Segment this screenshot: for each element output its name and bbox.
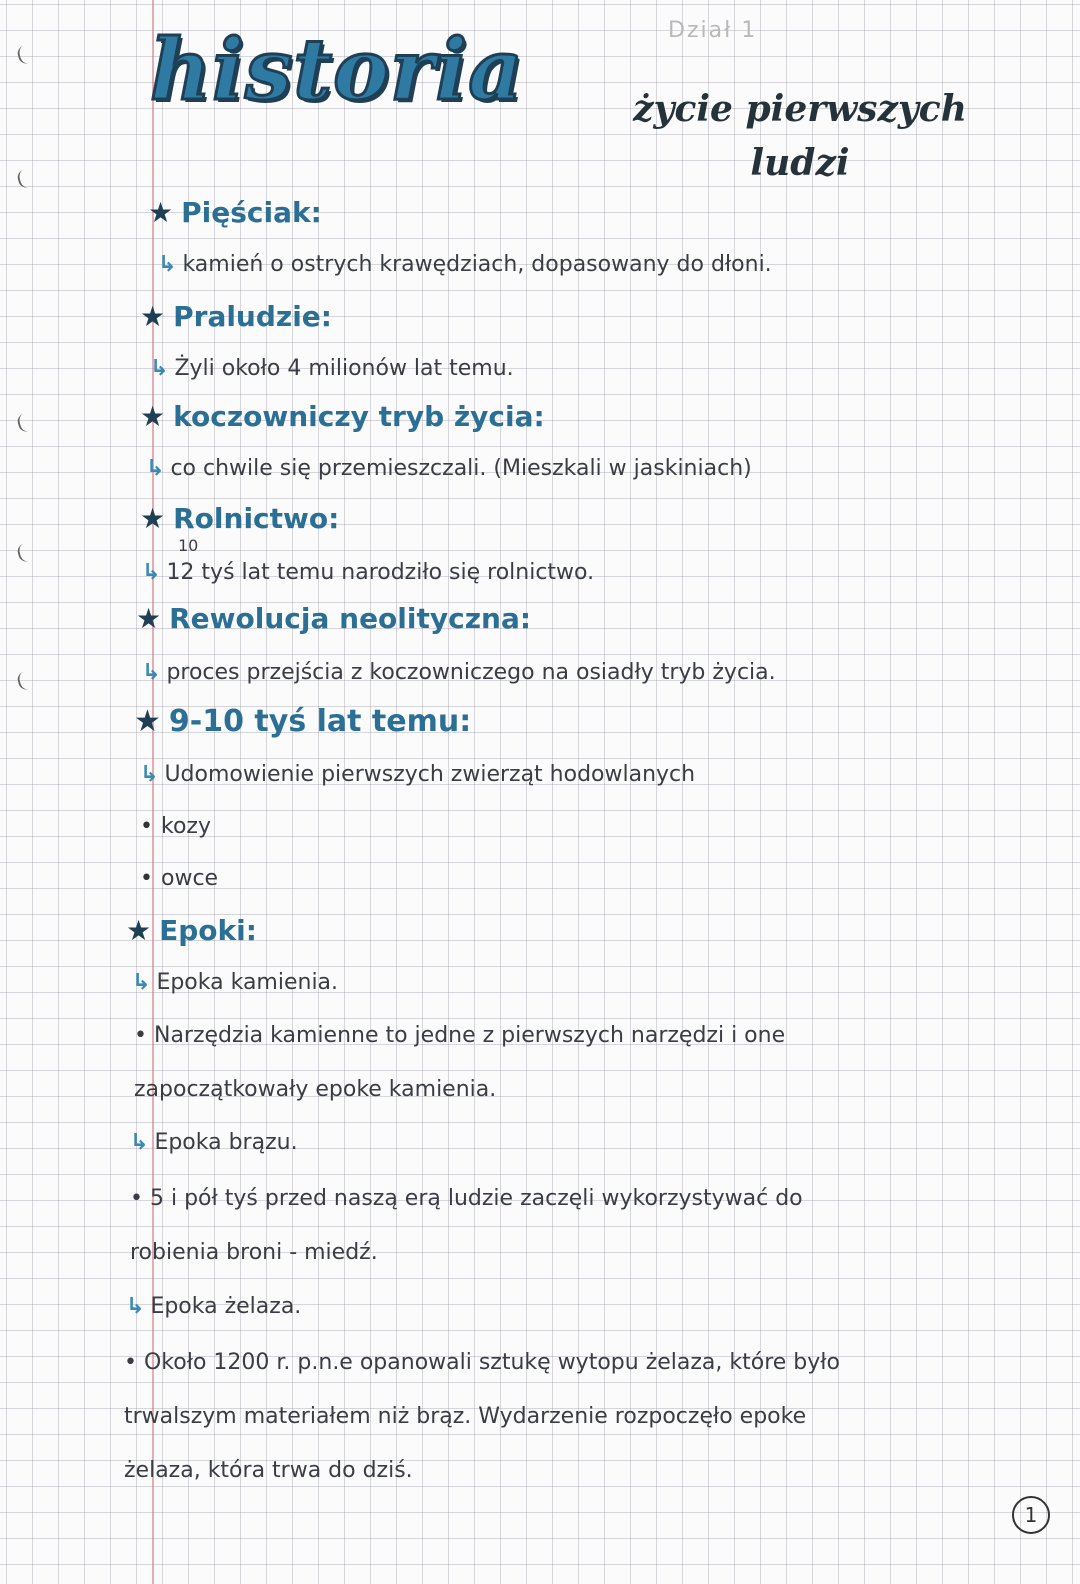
bullet-icon: •: [140, 866, 153, 891]
list-item: • owce: [140, 866, 219, 891]
list-item: • kozy: [140, 814, 211, 839]
heading-rolnictwo: ★ Rolnictwo:: [140, 502, 340, 535]
arrow-icon: ↳: [158, 252, 177, 277]
subtitle-line: ludzi: [750, 142, 850, 184]
note-praludzie: ↳ Żyli około 4 milionów lat temu.: [150, 356, 514, 381]
heading-koczowniczy: ★ koczowniczy tryb życia:: [140, 400, 545, 433]
star-icon: ★: [140, 502, 166, 535]
arrow-icon: ↳: [132, 970, 151, 995]
bullet-icon: •: [130, 1186, 143, 1211]
correction-number: 10: [178, 536, 199, 555]
note-rewolucja: ↳ proces przejścia z koczowniczego na osiadły tryb życia.: [142, 660, 776, 685]
star-icon: ★: [140, 300, 166, 333]
arrow-icon: ↳: [142, 660, 161, 685]
epoka-zelaza-text: • Około 1200 r. p.n.e opanowali sztukę wytopu żelaza, które było trwalszym materiałem niż brąz. Wydarzenie rozpoczęło epoke żelaza, która trwa do dziś.: [124, 1350, 840, 1483]
heading-9-10-tys: ★ 9-10 tyś lat temu:: [134, 704, 472, 739]
star-icon: ★: [148, 196, 174, 229]
heading-piesciak: ★ Pięściak:: [148, 196, 322, 229]
binder-hole: [16, 671, 32, 691]
binder-hole: [16, 169, 32, 189]
arrow-icon: ↳: [146, 456, 165, 481]
star-icon: ★: [126, 914, 152, 947]
note-rolnictwo: ↳ 12 tyś lat temu narodziło się rolnictwo.: [142, 560, 595, 585]
arrow-icon: ↳: [140, 762, 159, 787]
subtitle-line: życie pierwszych: [633, 88, 967, 130]
binder-hole: [16, 413, 32, 433]
note-koczowniczy: ↳ co chwile się przemieszczali. (Mieszkali w jaskiniach): [146, 456, 752, 481]
note-udomowienie: ↳ Udomowienie pierwszych zwierząt hodowlanych: [140, 762, 696, 787]
epoka-brazu-text: • 5 i pół tyś przed naszą erą ludzie zaczęli wykorzystywać do robienia broni - miedź.: [130, 1186, 803, 1265]
star-icon: ★: [136, 602, 162, 635]
bullet-icon: •: [124, 1350, 137, 1375]
star-icon: ★: [140, 400, 166, 433]
section-label: Dział 1: [668, 18, 758, 43]
arrow-icon: ↳: [126, 1294, 145, 1319]
bullet-icon: •: [134, 1023, 147, 1048]
epoka-kamienia-text: • Narzędzia kamienne to jedne z pierwszych narzędzi i one zapoczątkowały epoke kamienia.: [134, 1023, 786, 1102]
bullet-icon: •: [140, 814, 153, 839]
star-icon: ★: [134, 704, 161, 739]
page-number: 1: [1012, 1496, 1050, 1534]
page-title: historia: [150, 20, 524, 119]
epoka-brazu-label: ↳ Epoka brązu.: [130, 1130, 298, 1155]
epoka-kamienia-label: ↳ Epoka kamienia.: [132, 970, 339, 995]
heading-epoki: ★ Epoki:: [126, 914, 257, 947]
arrow-icon: ↳: [142, 560, 161, 585]
heading-rewolucja: ★ Rewolucja neolityczna:: [136, 602, 532, 635]
note-piesciak: ↳ kamień o ostrych krawędziach, dopasowany do dłoni.: [158, 252, 772, 277]
heading-praludzie: ★ Praludzie:: [140, 300, 332, 333]
arrow-icon: ↳: [150, 356, 169, 381]
epoka-zelaza-label: ↳ Epoka żelaza.: [126, 1294, 302, 1319]
binder-hole: [16, 45, 32, 65]
arrow-icon: ↳: [130, 1130, 149, 1155]
binder-hole: [16, 543, 32, 563]
page-subtitle: [580, 82, 1020, 190]
